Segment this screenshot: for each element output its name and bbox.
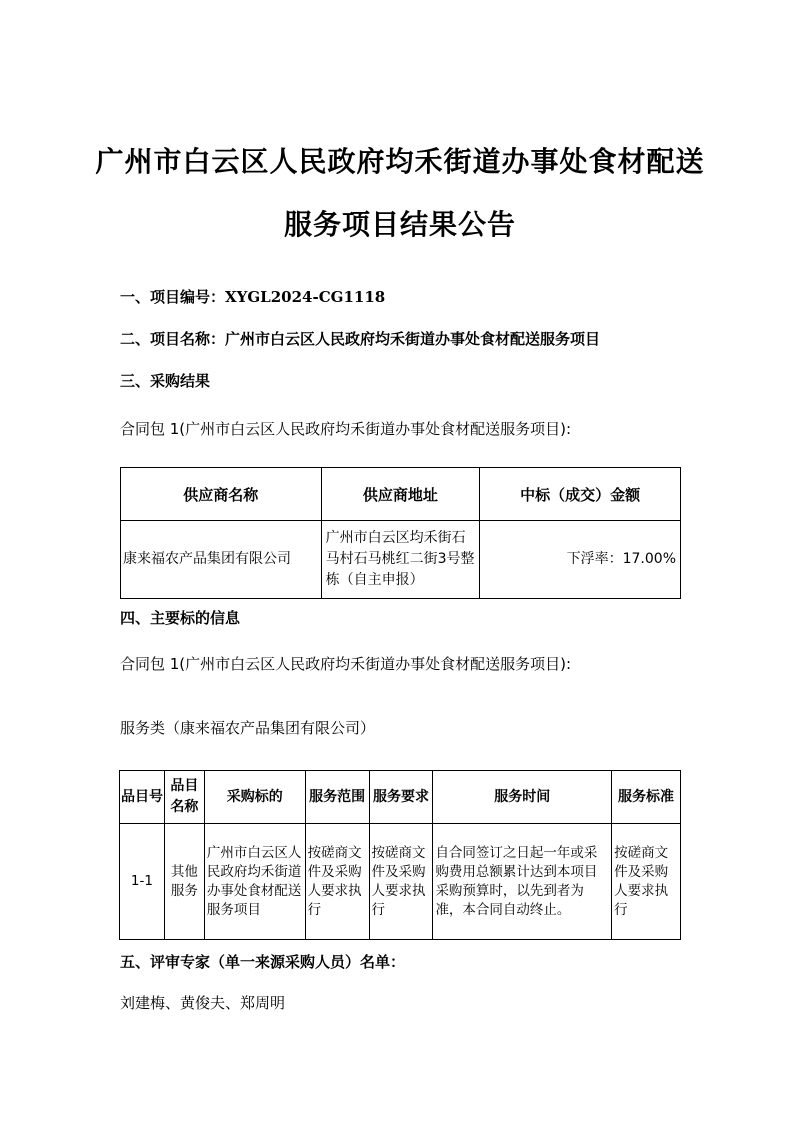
section4-contract-package: 合同包 1(广州市白云区人民政府均禾街道办事处食材配送服务项目): [120,655,572,673]
header-supplier-address: 供应商地址 [321,468,480,521]
project-number-label: 一、项目编号： [120,288,226,306]
section4-heading: 四、主要标的信息 [120,609,241,627]
document-title-line1: 广州市白云区人民政府均禾街道办事处食材配送 [95,145,705,178]
document-title-line2: 服务项目结果公告 [283,208,516,241]
service-requirement: 按磋商文件及采购人要求执行 [369,824,433,940]
project-name [120,328,600,349]
header-service-standard: 服务标准 [612,771,681,824]
project-name-value: 广州市白云区人民政府均禾街道办事处食材配送服务项目 [225,330,601,348]
procurement-subject: 广州市白云区人民政府均禾街道办事处食材配送服务项目 [204,824,305,940]
table-header-row [120,771,681,824]
header-service-requirement: 服务要求 [369,771,433,824]
project-number-value: XYGL2024-CG1118 [225,288,386,306]
project-name-label: 二、项目名称： [120,330,226,348]
header-item-code: 品目号 [120,771,165,824]
header-service-scope: 服务范围 [305,771,369,824]
section5-heading: 五、评审专家（单一来源采购人员）名单： [120,953,406,971]
table-row [121,521,681,599]
main-subject-table [119,770,681,940]
header-service-time: 服务时间 [433,771,612,824]
header-procurement-subject: 采购标的 [204,771,305,824]
header-bid-amount: 中标（成交）金额 [480,468,681,521]
expert-names: 刘建梅、黄俊夫、郑周明 [120,994,286,1012]
section3-heading: 三、采购结果 [120,372,211,390]
table-row [120,824,681,940]
item-name: 其他服务 [164,824,204,940]
header-item-name: 品目名称 [164,771,204,824]
service-category: 服务类（康来福农产品集团有限公司） [120,719,376,737]
service-time: 自合同签订之日起一年或采购费用总额累计达到本项目采购预算时，以先到者为准，本合同自动终止。 [433,824,612,940]
header-supplier-name: 供应商名称 [121,468,322,521]
supplier-address: 广州市白云区均禾街石马村石马桃红二街3号整栋（自主申报） [321,521,480,599]
section3-contract-package: 合同包 1(广州市白云区人民政府均禾街道办事处食材配送服务项目): [120,420,572,438]
supplier-name: 康来福农产品集团有限公司 [121,521,322,599]
item-code: 1-1 [120,824,165,940]
service-scope: 按磋商文件及采购人要求执行 [305,824,369,940]
project-number [120,286,385,307]
bid-amount: 下浮率：17.00% [480,521,681,599]
service-standard: 按磋商文件及采购人要求执行 [612,824,681,940]
table-header-row [121,468,681,521]
procurement-result-table [120,467,681,599]
